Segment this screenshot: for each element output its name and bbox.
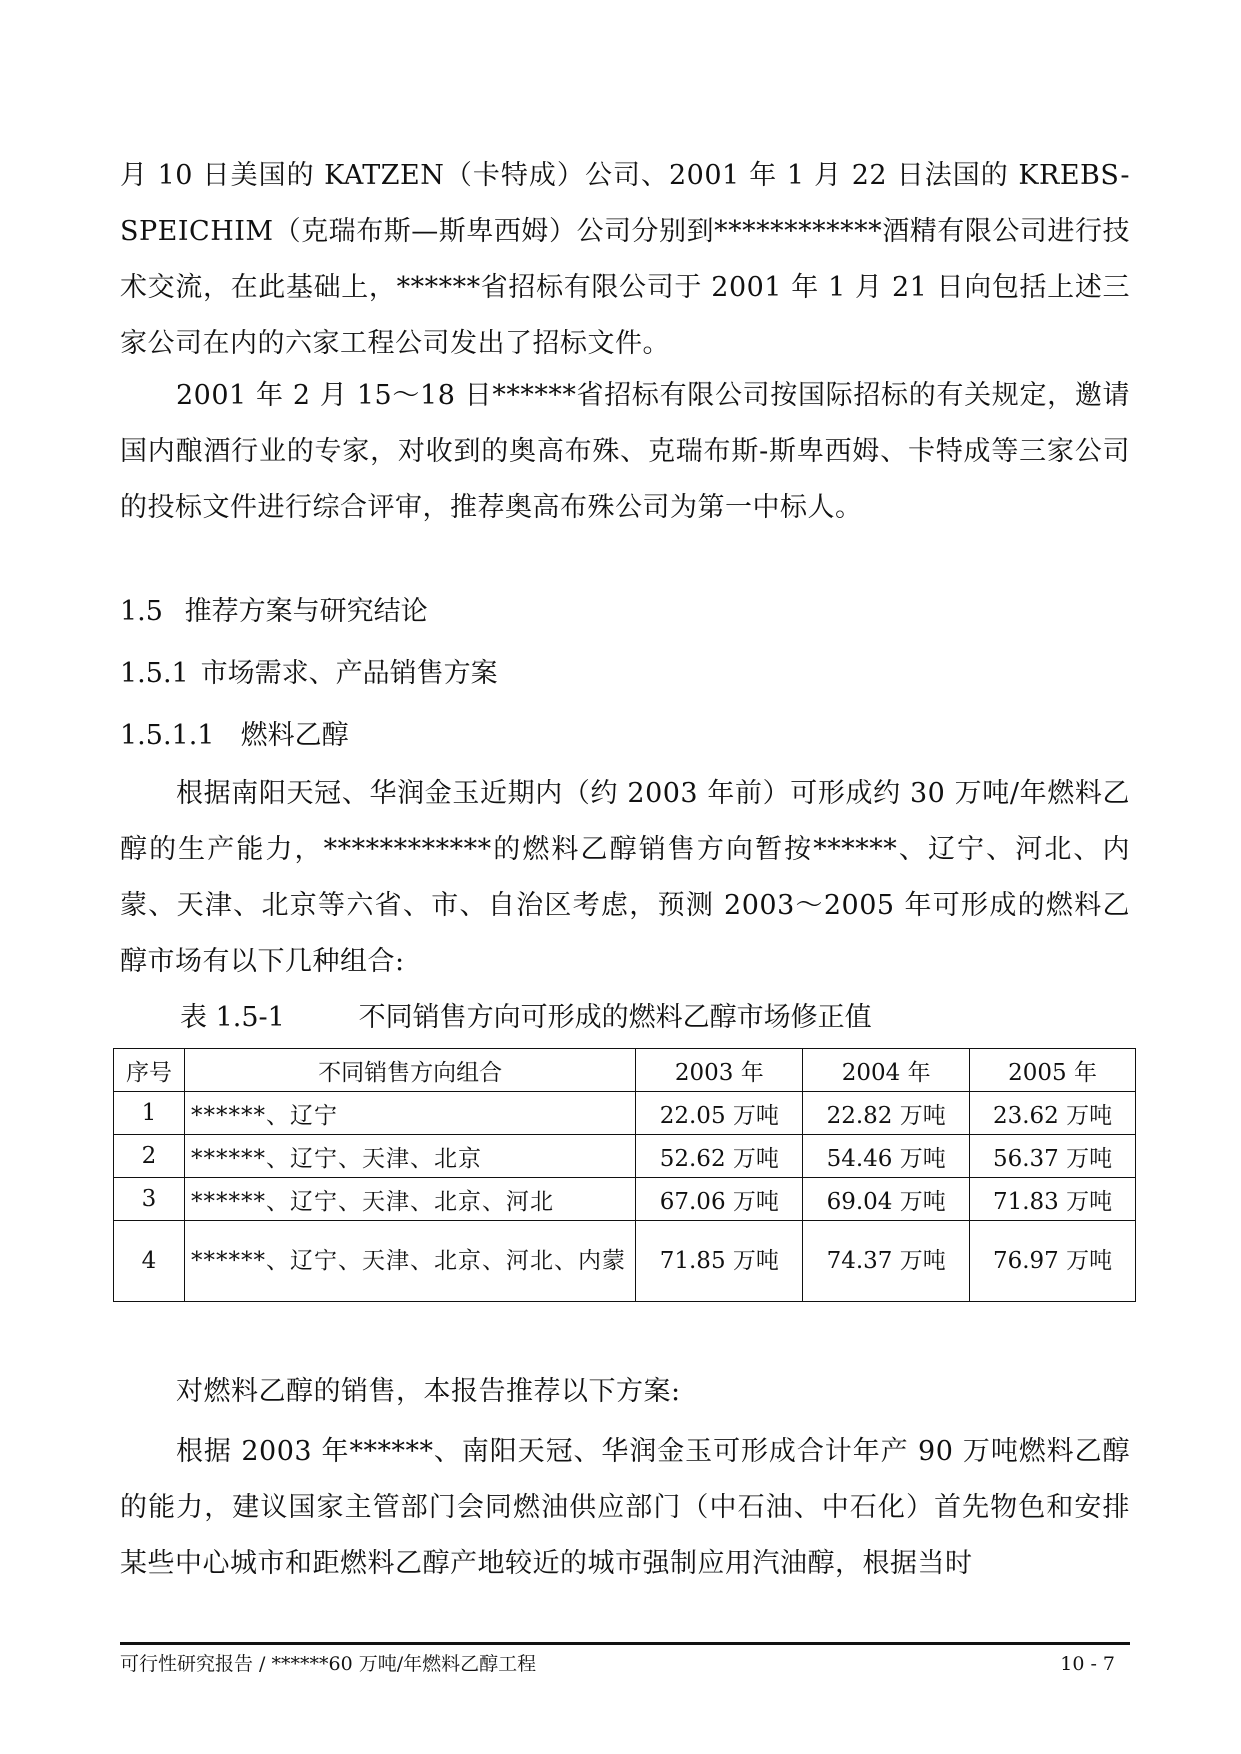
- cell-2005: 23.62 万吨: [970, 1092, 1136, 1135]
- table-caption-number: 表 1.5-1: [180, 1002, 285, 1033]
- cell-2003: 67.06 万吨: [636, 1178, 803, 1221]
- cell-2003: 52.62 万吨: [636, 1135, 803, 1178]
- cell-combination: ******、辽宁、天津、北京: [184, 1135, 635, 1178]
- cell-combination: ******、辽宁、天津、北京、河北: [184, 1178, 635, 1221]
- heading-number: 1.5: [120, 596, 163, 627]
- header-index: 序号: [114, 1049, 185, 1092]
- cell-2003: 71.85 万吨: [636, 1221, 803, 1302]
- heading-number: 1.5.1.1: [120, 720, 215, 751]
- cell-combination: ******、辽宁: [184, 1092, 635, 1135]
- footer-page-number: 10 - 7: [1060, 1653, 1115, 1675]
- heading-number: 1.5.1: [120, 658, 189, 689]
- cell-2005: 76.97 万吨: [970, 1221, 1136, 1302]
- heading-text: 推荐方案与研究结论: [184, 596, 428, 627]
- cell-2004: 69.04 万吨: [803, 1178, 970, 1221]
- table-header-row: [114, 1049, 1136, 1092]
- cell-index: 3: [114, 1178, 185, 1221]
- heading-section-1-5-1-1: [120, 716, 349, 756]
- cell-2004: 22.82 万吨: [803, 1092, 970, 1135]
- cell-2005: 56.37 万吨: [970, 1135, 1136, 1178]
- paragraph-sales-plan: 根据 2003 年******、南阳天冠、华润金玉可形成合计年产 90 万吨燃料乙醇的能力，建议国家主管部门会同燃油供应部门（中石油、中石化）首先物色和安排某些中心城市和距燃料乙醇产地较近的城市强制应用汽油醇，根据当时: [120, 1436, 1130, 1579]
- cell-index: 1: [114, 1092, 185, 1135]
- footer-report-title: 可行性研究报告 / ******60 万吨/年燃料乙醇工程: [120, 1653, 537, 1675]
- header-year-2005: 2005 年: [970, 1049, 1136, 1092]
- header-combination: 不同销售方向组合: [184, 1049, 635, 1092]
- header-year-2004: 2004 年: [803, 1049, 970, 1092]
- table-row: [114, 1221, 1136, 1302]
- market-table: [113, 1048, 1136, 1302]
- cell-combination: ******、辽宁、天津、北京、河北、内蒙: [184, 1221, 635, 1302]
- table-row: [114, 1178, 1136, 1221]
- cell-2004: 54.46 万吨: [803, 1135, 970, 1178]
- header-year-2003: 2003 年: [636, 1049, 803, 1092]
- heading-section-1-5-1: [120, 654, 498, 694]
- table-row: [114, 1135, 1136, 1178]
- heading-text: 市场需求、产品销售方案: [200, 658, 498, 689]
- heading-section-1-5: [120, 592, 428, 632]
- cell-index: 2: [114, 1135, 185, 1178]
- paragraph-market-forecast: 根据南阳天冠、华润金玉近期内（约 2003 年前）可形成约 30 万吨/年燃料乙醇的生产能力，************的燃料乙醇销售方向暂按******、辽宁、河北、内蒙、天津、北京等六省、市、自治区考虑，预测 2003～2005 年可形成的燃料乙醇市场有以下几种组合:: [120, 778, 1130, 977]
- paragraph-evaluation: 2001 年 2 月 15～18 日******省招标有限公司按国际招标的有关规定，邀请国内酿酒行业的专家，对收到的奥高布殊、克瑞布斯-斯卑西姆、卡特成等三家公司的投标文件进行综合评审，推荐奥高布殊公司为第一中标人。: [120, 380, 1130, 523]
- paragraph-invitation: 月 10 日美国的 KATZEN（卡特成）公司、2001 年 1 月 22 日法国的 KREBS-SPEICHIM（克瑞布斯—斯卑西姆）公司分别到************酒精有限公司进行技术交流，在此基础上，******省招标有限公司于 2001 年 1 月 21 日向包括上述三家公司在内的六家工程公司发出了招标文件。: [120, 160, 1130, 359]
- cell-index: 4: [114, 1221, 185, 1302]
- table-row: [114, 1092, 1136, 1135]
- cell-2004: 74.37 万吨: [803, 1221, 970, 1302]
- table-caption: [180, 998, 872, 1038]
- table-caption-text: 不同销售方向可形成的燃料乙醇市场修正值: [358, 1002, 872, 1033]
- footer-divider: [120, 1642, 1130, 1645]
- heading-text: 燃料乙醇: [240, 720, 349, 751]
- paragraph-sales-intro: 对燃料乙醇的销售，本报告推荐以下方案:: [176, 1376, 681, 1407]
- cell-2003: 22.05 万吨: [636, 1092, 803, 1135]
- cell-2005: 71.83 万吨: [970, 1178, 1136, 1221]
